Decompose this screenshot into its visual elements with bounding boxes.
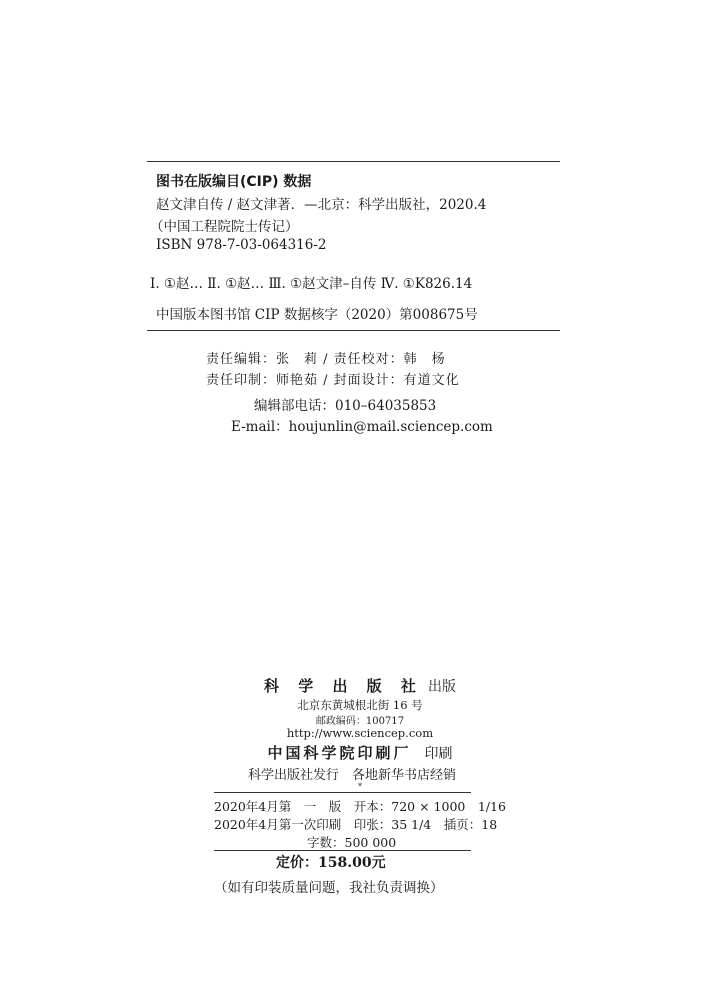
staff-editors: 责任编辑：张 莉 / 责任校对：韩 杨 — [206, 352, 446, 367]
publisher-address: 北京东黄城根北街 16 号 — [297, 698, 423, 712]
cip-classification: Ⅰ. ①赵… Ⅱ. ①赵… Ⅲ. ①赵文津–自传 Ⅳ. ①K826.14 — [150, 276, 473, 292]
staff-production: 责任印制：师艳茹 / 封面设计：有道文化 — [206, 373, 460, 388]
imprint-word-count: 字数：500 000 — [307, 835, 397, 850]
printer-line — [0, 742, 720, 763]
cip-isbn: ISBN 978-7-03-064316-2 — [156, 237, 327, 253]
imprint-printing: 2020年4月第一次印刷 印张：35 1/4 插页：18 — [214, 817, 498, 832]
cip-heading: 图书在版编目(CIP) 数据 — [156, 174, 312, 190]
publisher-name: 科 学 出 版 社 — [264, 677, 423, 695]
price-unit: 元 — [371, 855, 386, 871]
price-value: 158.00 — [318, 855, 372, 871]
cip-top-rule — [147, 161, 560, 162]
imprint-top-rule — [214, 792, 471, 793]
publisher-website: http://www.sciencep.com — [286, 726, 434, 740]
distribution-line: 科学出版社发行 各地新华书店经销 — [247, 768, 456, 783]
cip-library-note: 中国版本图书馆 CIP 数据核字（2020）第008675号 — [156, 307, 478, 323]
publisher-postcode: 邮政编码：100717 — [315, 716, 405, 727]
printer-name: 中国科学院印刷厂 — [267, 744, 412, 762]
cip-title-line: 赵文津自传 / 赵文津著．—北京：科学出版社，2020.4 — [156, 197, 487, 213]
price-line — [276, 852, 386, 872]
cip-series-line: （中国工程院院士传记） — [150, 219, 299, 235]
editorial-phone: 编辑部电话：010–64035853 — [254, 398, 437, 414]
cip-bottom-rule — [147, 330, 560, 331]
quality-notice: （如有印装质量问题，我社负责调换） — [214, 880, 444, 896]
price-label: 定价： — [276, 855, 318, 871]
imprint-bottom-rule — [214, 850, 471, 851]
imprint-edition: 2020年4月第 一 版 开本：720 × 1000 1/16 — [214, 799, 506, 814]
editorial-email: E-mail：houjunlin@mail.sciencep.com — [231, 419, 493, 435]
publisher-suffix: 出版 — [427, 679, 456, 695]
printer-suffix: 印刷 — [424, 746, 453, 762]
separator-star: * — [358, 782, 362, 791]
publisher-line — [0, 675, 720, 696]
